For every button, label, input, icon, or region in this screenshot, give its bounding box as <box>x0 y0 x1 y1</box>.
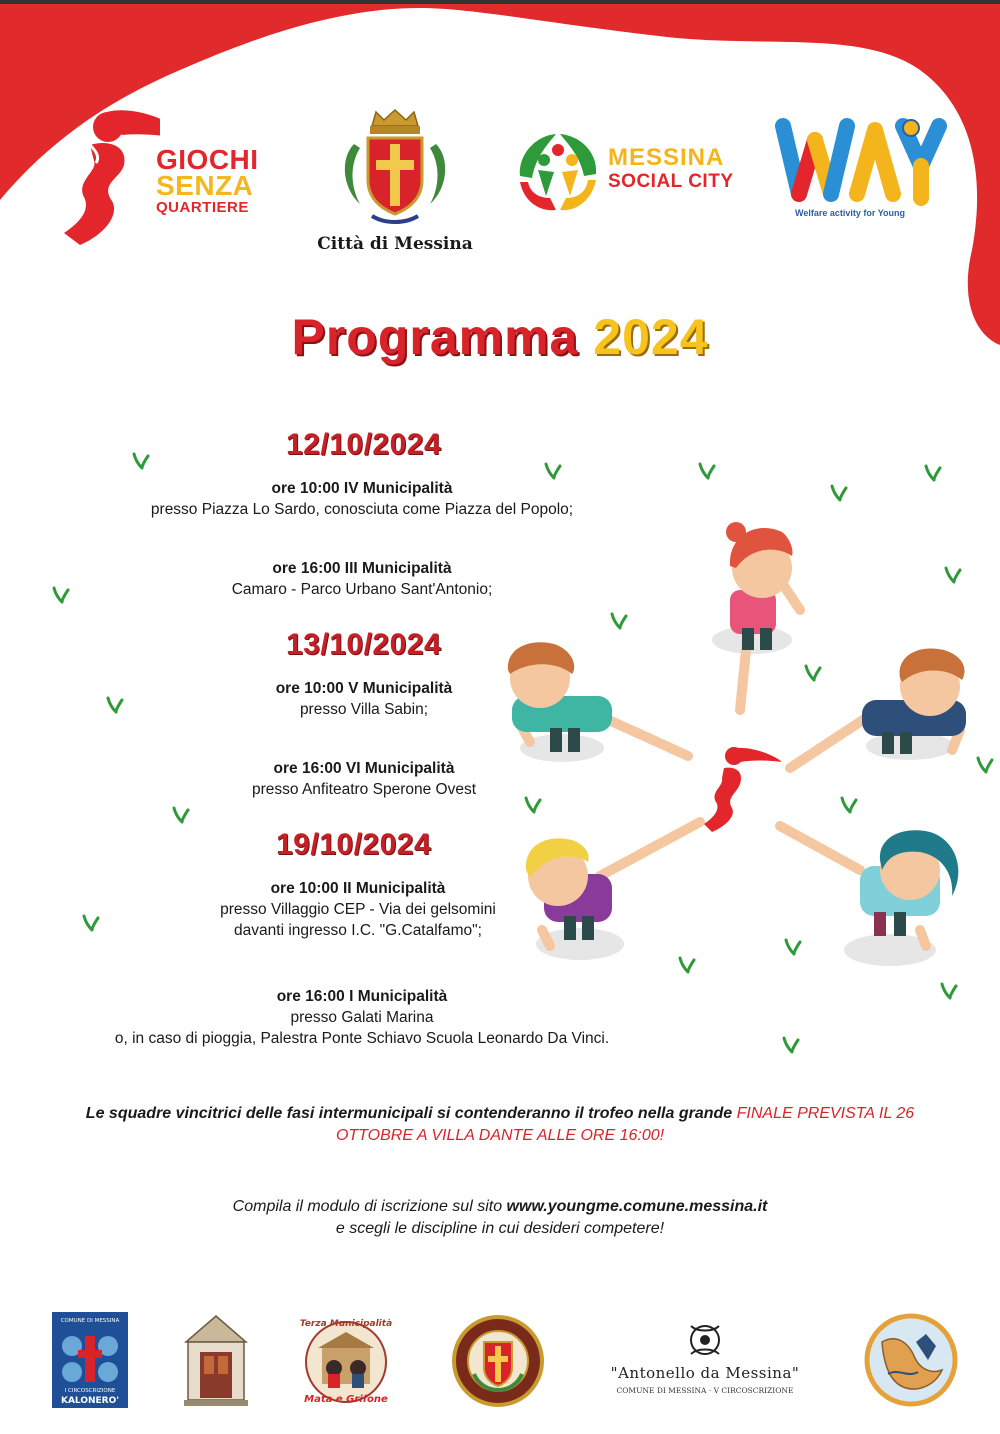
grass-leaf-icon <box>784 938 802 956</box>
program-entry <box>200 678 528 720</box>
grass-leaf-icon <box>940 982 958 1000</box>
messina-crest-icon <box>310 108 480 228</box>
grass-leaf-icon <box>830 484 848 502</box>
grass-leaf-icon <box>976 756 994 774</box>
signup-url-link[interactable]: www.youngme.comune.messina.it <box>506 1198 768 1215</box>
grass-leaf-icon <box>544 462 562 480</box>
citta-di-messina-logo <box>310 108 480 258</box>
entry-place: presso Anfiteatro Sperone Ovest <box>251 781 477 798</box>
entry-time: ore 16:00 VI Municipalità <box>273 760 455 777</box>
entry-time: ore 10:00 V Municipalità <box>275 680 453 697</box>
grass-leaf-icon <box>52 586 70 604</box>
kalonero-logo <box>52 1312 128 1408</box>
giochi-line2: SENZA <box>156 170 254 201</box>
sixth-circle-logo <box>862 1312 960 1408</box>
giochi-senza-quartiere-logo <box>60 105 280 255</box>
way-letters-graphic <box>775 116 955 208</box>
giochi-line1: GIOCHI <box>156 144 259 175</box>
kalonero-emblem-icon <box>52 1312 128 1408</box>
antonello-name: "Antonello da Messina" <box>610 1364 800 1382</box>
grass-leaf-icon <box>132 452 150 470</box>
way-logo <box>775 116 955 226</box>
title-word: Programma <box>291 309 579 365</box>
title-year: 2024 <box>593 309 709 365</box>
building-door-icon <box>182 1312 250 1408</box>
signup-prefix: Compila il modulo di iscrizione sul sito <box>232 1198 507 1215</box>
entry-place: presso Piazza Lo Sardo, conosciuta come Piazza del Popolo; <box>150 501 574 518</box>
entry-place: presso Galati Marina <box>290 1009 434 1026</box>
program-entry <box>90 986 634 1049</box>
entry-time: ore 10:00 II Municipalità <box>270 880 446 897</box>
citta-di-messina-label: Città di Messina <box>317 234 473 254</box>
map-emblem-icon <box>862 1312 960 1408</box>
grass-leaf-icon <box>924 464 942 482</box>
grass-leaf-icon <box>944 566 962 584</box>
social-city-people-icon <box>510 126 606 216</box>
circular-seal-logo <box>448 1314 548 1408</box>
grass-leaf-icon <box>82 914 100 932</box>
grass-leaf-icon <box>172 806 190 824</box>
antonello-ornament-icon <box>595 1318 815 1362</box>
signup-notice <box>100 1196 900 1240</box>
kalonero-mid-text: I CIRCOSCRIZIONE <box>64 1388 116 1394</box>
building-door-logo <box>182 1312 250 1408</box>
entry-place: Camaro - Parco Urbano Sant'Antonio; <box>231 581 493 598</box>
final-notice-highlight: FINALE PREVISTA IL 26 OTTOBRE A VILLA DANTE ALLE ORE 16:00! <box>335 1105 915 1144</box>
entry-time: ore 16:00 III Municipalità <box>272 560 452 577</box>
messina-social-city-logo <box>510 126 750 216</box>
grass-leaf-icon <box>782 1036 800 1054</box>
grass-leaf-icon <box>106 696 124 714</box>
entry-place: presso Villaggio CEP - Via dei gelsomini <box>220 901 496 918</box>
terza-bottom-text: Mata e Grifone <box>304 1394 388 1405</box>
entry-time: ore 10:00 IV Municipalità <box>271 480 453 497</box>
program-entry <box>200 758 528 800</box>
terza-municipalita-emblem-icon <box>300 1312 392 1408</box>
giochi-line3: QUARTIERE <box>156 199 249 216</box>
social-city-line1: MESSINA <box>608 144 725 171</box>
entry-place: davanti ingresso I.C. "G.Catalfamo"; <box>234 922 482 939</box>
entry-time: ore 16:00 I Municipalità <box>276 988 448 1005</box>
grass-leaf-icon <box>840 796 858 814</box>
signup-line2: e scegli le discipline in cui desideri competere! <box>335 1220 665 1237</box>
kalonero-name-text: KALONERO' <box>60 1396 120 1406</box>
terza-municipalita-logo <box>300 1312 392 1408</box>
grass-leaf-icon <box>610 612 628 630</box>
kalonero-top-text: COMUNE DI MESSINA <box>60 1318 120 1324</box>
grass-leaf-icon <box>524 796 542 814</box>
program-date: 19/10/2024 <box>276 828 432 861</box>
social-city-line2: SOCIAL CITY <box>608 171 734 192</box>
program-entry <box>190 878 526 941</box>
final-notice-text: Le squadre vincitrici delle fasi intermunicipali si contenderanno il trofeo nella grande <box>85 1105 737 1122</box>
grass-leaf-icon <box>678 956 696 974</box>
terza-top-text: Terza Municipalità <box>300 1319 392 1329</box>
antonello-sub: COMUNE DI MESSINA · V CIRCOSCRIZIONE <box>616 1386 794 1395</box>
program-date: 13/10/2024 <box>286 628 442 661</box>
children-circle-illustration <box>490 510 1000 980</box>
municipal-seal-icon <box>448 1314 548 1408</box>
entry-place: o, in caso di pioggia, Palestra Ponte Schiavo Scuola Leonardo Da Vinci. <box>114 1030 610 1047</box>
social-city-text <box>608 146 734 194</box>
grass-leaf-icon <box>804 664 822 682</box>
runner-figure-icon <box>60 105 160 255</box>
grass-leaf-icon <box>698 462 716 480</box>
entry-place: presso Villa Sabin; <box>299 701 429 718</box>
page-title <box>0 308 1000 366</box>
way-tagline: Welfare activity for Young <box>795 208 906 218</box>
final-notice <box>60 1103 940 1147</box>
antonello-da-messina-logo <box>595 1318 815 1400</box>
program-date: 12/10/2024 <box>286 428 442 461</box>
giochi-logo-text <box>156 144 259 217</box>
